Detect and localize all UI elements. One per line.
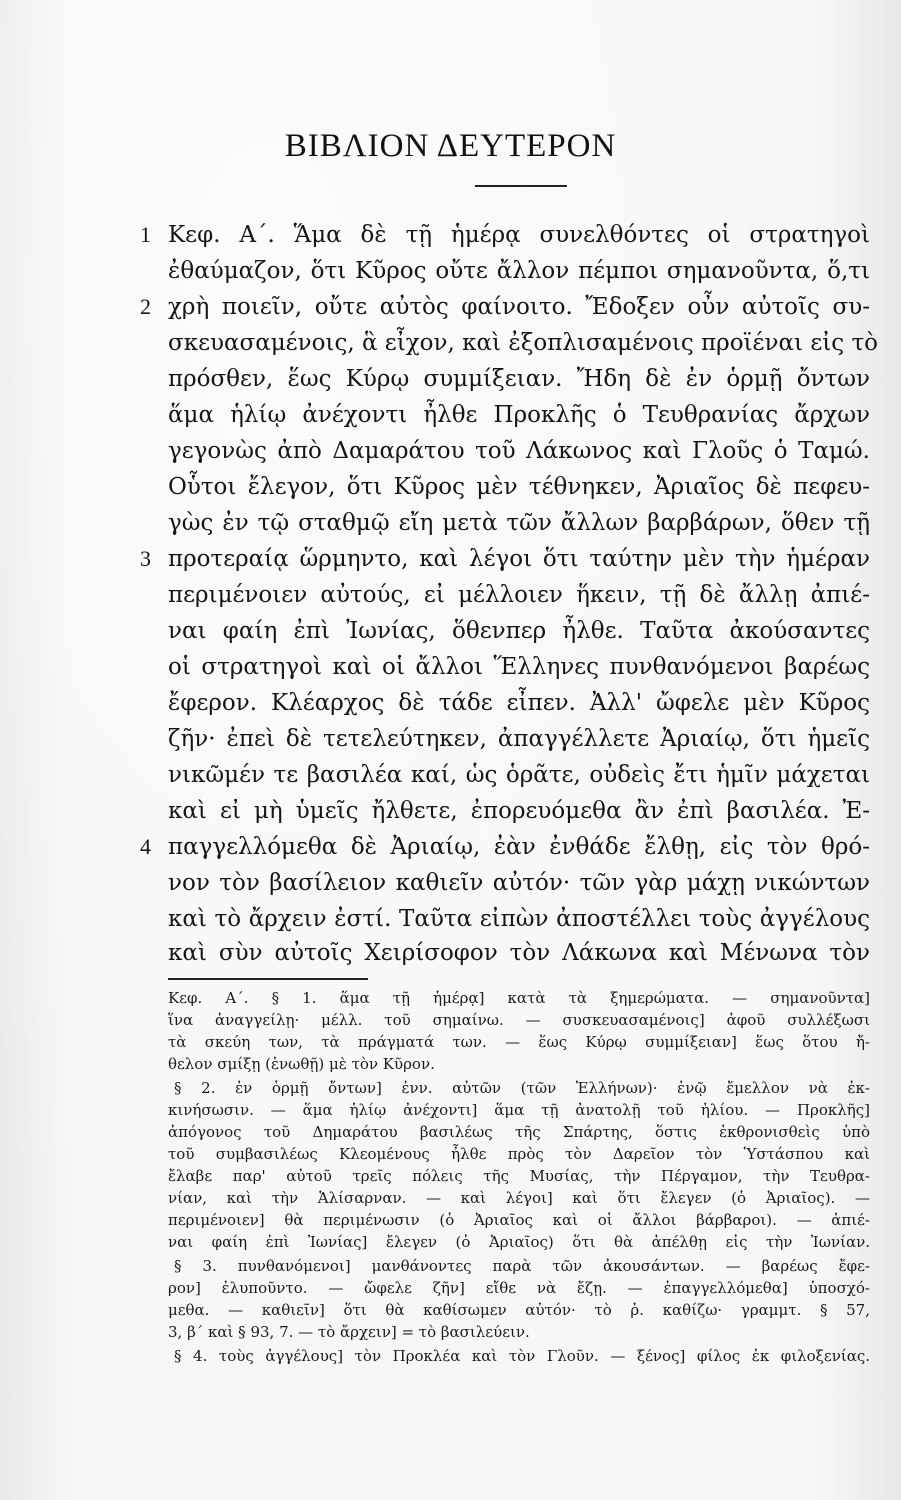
footnote-line: περιμένοιεν] θὰ περιμένωσιν (ὁ Ἀριαῖος καὶ οἱ ἄλλοι βάρβαροι). — ἀπιέ- — [168, 1211, 870, 1229]
footnote-line: τοῦ συμβασιλέως Κλεομένους ἦλθε πρὸς τὸν Δαρεῖον τὸν Ὑστάσπου καὶ — [168, 1145, 870, 1163]
text-line: καὶ σὺν αὐτοῖς Χειρίσοφον τὸν Λάκωνα καὶ Μένωνα τὸν — [168, 940, 870, 966]
section-number: 1 — [140, 222, 151, 247]
footnote-line: ναι φαίη ἐπὶ Ἰωνίας] ἔλεγεν (ὁ Ἀριαῖος) ὅτι θὰ ἀπέλθῃ εἰς τὴν Ἰωνίαν. — [168, 1233, 870, 1251]
title-divider — [475, 185, 567, 187]
text-line: ἐθαύμαζον, ὅτι Κῦρος οὔτε ἄλλον πέμποι σημανοῦντα, ὅ,τι — [168, 258, 870, 284]
footnote-line: § 2. ἐν ὁρμῇ ὄντων] ἐνν. αὐτῶν (τῶν Ἑλλήνων)· ἐνῷ ἔμελλον νὰ ἐκ- — [174, 1079, 870, 1097]
section-number: 2 — [140, 294, 151, 319]
footnote-line: § 4. τοὺς ἀγγέλους] τὸν Προκλέα καὶ τὸν Γλοῦν. — ξένος] φίλος ἐκ φιλοξενίας. — [174, 1347, 870, 1365]
section-number: 3 — [140, 546, 151, 571]
text-line: Κεφ. Α΄. Ἅμα δὲ τῇ ἡμέρᾳ συνελθόντες οἱ στρατηγοὶ — [168, 222, 870, 248]
page-title: ΒΙΒΛΙΟΝ ΔΕΥΤΕΡΟΝ — [284, 128, 617, 164]
footnote-line: § 3. πυνθανόμενοι] μανθάνοντες παρὰ τῶν ἀκουσάντων. — βαρέως ἔφε- — [174, 1257, 870, 1275]
text-line: σκευασαμένοις, ἃ εἶχον, καὶ ἐξοπλισαμένοις προϊέναι εἰς τὸ — [168, 330, 879, 356]
text-line: καὶ τὸ ἄρχειν ἐστί. Ταῦτα εἰπὼν ἀποστέλλει τοὺς ἀγγέλους — [168, 906, 870, 932]
text-line: ζῆν· ἐπεὶ δὲ τετελεύτηκεν, ἀπαγγέλλετε Ἀριαίῳ, ὅτι ἡμεῖς — [168, 726, 870, 752]
footnote-line: θελον σμίξῃ (ἑνωθῇ) μὲ τὸν Κῦρον. — [168, 1055, 435, 1073]
text-line: νικῶμέν τε βασιλέα καί, ὡς ὁρᾶτε, οὐδεὶς ἔτι ἡμῖν μάχεται — [168, 762, 870, 788]
text-line: πρόσθεν, ἕως Κύρῳ συμμίξειαν. Ἤδη δὲ ἐν ὁρμῇ ὄντων — [168, 366, 870, 392]
footnote-line: ἀπόγονος τοῦ Δημαράτου βασιλέως τῆς Σπάρτης, ὅστις ἐκθρονισθεὶς ὑπὸ — [168, 1123, 870, 1141]
section-number: 4 — [140, 834, 151, 859]
footnote-line: κινήσωσιν. — ἅμα ἡλίῳ ἀνέχοντι] ἅμα τῇ ἀνατολῇ τοῦ ἡλίου. — Προκλῆς] — [168, 1101, 870, 1119]
text-line: οἱ στρατηγοὶ καὶ οἱ ἄλλοι Ἕλληνες πυνθανόμενοι βαρέως — [168, 654, 870, 680]
text-line: προτεραίᾳ ὥρμηντο, καὶ λέγοι ὅτι ταύτην μὲν τὴν ἡμέραν — [168, 546, 870, 572]
text-line: γεγονὼς ἀπὸ Δαμαράτου τοῦ Λάκωνος καὶ Γλοῦς ὁ Ταμώ. — [168, 438, 870, 464]
footnote-line: νίαν, καὶ τὴν Ἁλίσαρναν. — καὶ λέγοι] καὶ ὅτι ἔλεγεν (ὁ Ἀριαῖος). — — [168, 1189, 870, 1207]
text-line: χρὴ ποιεῖν, οὔτε αὐτὸς φαίνοιτο. Ἔδοξεν οὖν αὐτοῖς συ- — [168, 294, 870, 320]
footnote-line: 3, β΄ καὶ § 93, 7. — τὸ ἄρχειν] = τὸ βασιλεύειν. — [168, 1323, 530, 1341]
footnote-line: τὰ σκεύη των, τὰ πράγματά των. — ἕως Κύρῳ συμμίξειαν] ἕως ὅτου ἤ- — [168, 1033, 870, 1051]
text-line: γὼς ἐν τῷ σταθμῷ εἴη μετὰ τῶν ἄλλων βαρβάρων, ὅθεν τῇ — [168, 510, 870, 536]
text-line: νον τὸν βασίλειον καθιεῖν αὐτόν· τῶν γὰρ μάχῃ νικώντων — [168, 870, 870, 896]
text-line: Οὗτοι ἔλεγον, ὅτι Κῦρος μὲν τέθνηκεν, Ἀριαῖος δὲ πεφευ- — [168, 474, 870, 500]
text-line: ἅμα ἡλίῳ ἀνέχοντι ἦλθε Προκλῆς ὁ Τευθρανίας ἄρχων — [168, 402, 870, 428]
text-line: καὶ εἰ μὴ ὑμεῖς ἤλθετε, ἐπορευόμεθα ἂν ἐπὶ βασιλέα. Ἐ- — [168, 798, 870, 824]
footnotes-divider — [168, 978, 368, 980]
footnote-line: ἵνα ἀναγγείλῃ· μέλλ. τοῦ σημαίνω. — συσκευασαμένοις] ἀφοῦ συλλέξωσι — [168, 1011, 870, 1029]
footnote-line: ἔλαβε παρ' αὐτοῦ τρεῖς πόλεις τῆς Μυσίας, τὴν Πέργαμον, τὴν Τευθρα- — [168, 1167, 870, 1185]
footnote-line: ρον] ἐλυποῦντο. — ὤφελε ζῆν] εἴθε νὰ ἔζῃ. — ἐπαγγελλόμεθα] ὑποσχό- — [168, 1279, 870, 1297]
footnote-line: μεθα. — καθιεῖν] ὅτι θὰ καθίσωμεν αὐτόν· τὸ ῥ. καθίζω· γραμμτ. § 57, — [168, 1301, 870, 1319]
footnote-line: Κεφ. Α΄. § 1. ἅμα τῇ ἡμέρᾳ] κατὰ τὰ ξημερώματα. — σημανοῦντα] — [168, 989, 870, 1007]
text-line: περιμένοιεν αὐτούς, εἰ μέλλοιεν ἥκειν, τῇ δὲ ἄλλῃ ἀπιέ- — [168, 582, 870, 608]
text-line: ναι φαίη ἐπὶ Ἰωνίας, ὅθενπερ ἦλθε. Ταῦτα ἀκούσαντες — [168, 618, 870, 644]
text-line: παγγελλόμεθα δὲ Ἀριαίῳ, ἐὰν ἐνθάδε ἔλθῃ, εἰς τὸν θρό- — [168, 834, 870, 860]
text-line: ἔφερον. Κλέαρχος δὲ τάδε εἶπεν. Ἀλλ' ὤφελε μὲν Κῦρος — [168, 690, 870, 716]
